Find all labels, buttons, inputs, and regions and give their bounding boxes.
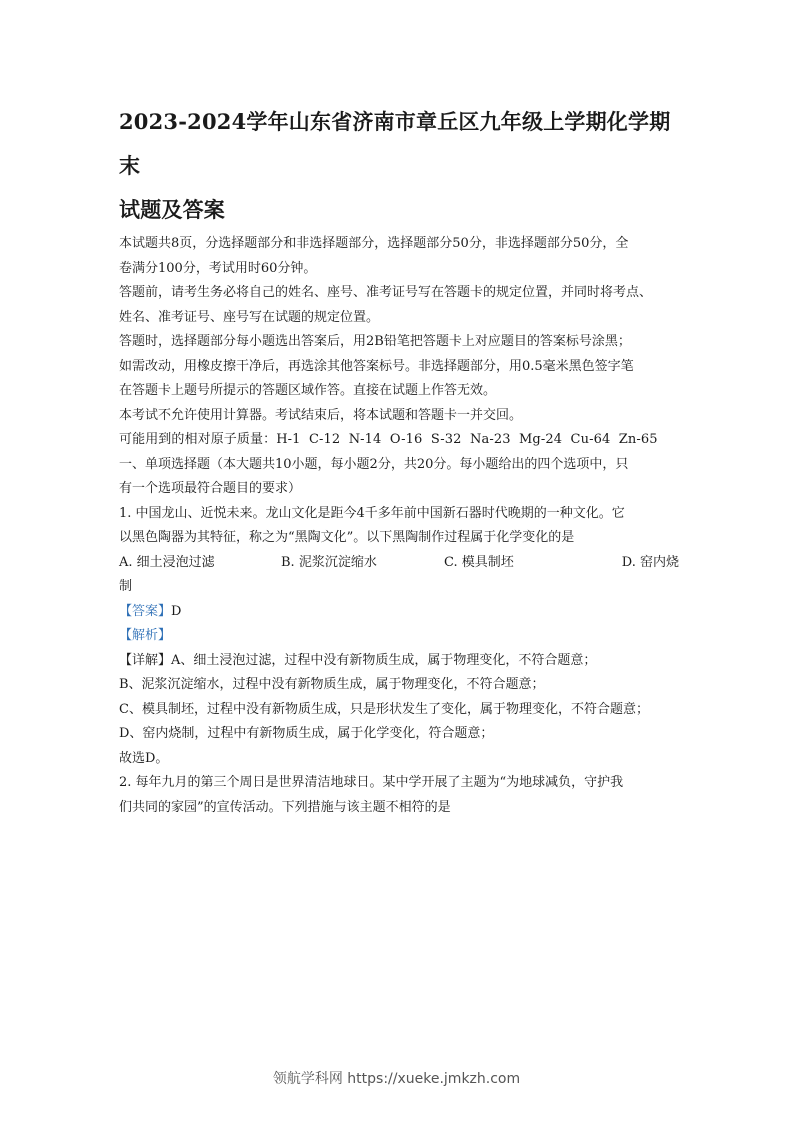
section-line: 一、单项选择题（本大题共10小题，每小题2分，共20分。每小题给出的四个选项中，只 <box>119 456 629 472</box>
answer-line <box>119 600 679 625</box>
exam-instructions <box>119 232 679 453</box>
question-options <box>119 551 679 576</box>
intro-line: 在答题卡上题号所提示的答题区域作答。直接在试题上作答无效。 <box>119 383 497 398</box>
answer-tag: 【答案】 <box>119 603 172 619</box>
detail-tag: 【详解】 <box>119 652 172 668</box>
section-heading <box>119 453 679 502</box>
intro-line: 答题前，请考生务必将自己的姓名、座号、准考证号写在答题卡的规定位置，并同时将考点、 <box>119 285 653 300</box>
intro-line: 如需改动，用橡皮擦干净后，再选涂其他答案标号。非选择题部分，用0.5毫米黑色签字笔 <box>119 358 634 374</box>
answer-value: D <box>171 603 182 619</box>
option-d: D. 窑内烧 <box>621 554 679 570</box>
detail-line: D、窑内烧制，过程中有新物质生成，属于化学变化，符合题意； <box>119 726 494 741</box>
document-content <box>119 100 679 820</box>
intro-line: 本试题共8页，分选择题部分和非选择题部分，选择题部分50分，非选择题部分50分，全 <box>119 236 629 251</box>
detail-line: 故选D。 <box>119 750 169 766</box>
detail-line <box>119 649 679 674</box>
intro-line: 答题时，选择题部分每小题选出答案后，用2B铅笔把答题卡上对应题目的答案标号涂黑； <box>119 334 631 349</box>
atomic-mass-line: 可能用到的相对原子质量：H-1 C-12 N-14 O-16 S-32 Na-23 Mg-24 Cu-64 Zn-65 <box>119 432 658 447</box>
option-b: B. 泥浆沉淀缩水 <box>281 554 377 570</box>
option-a: A. 细土浸泡过滤 <box>119 554 215 570</box>
detail-line: B、泥浆沉淀缩水，过程中没有新物质生成，属于物理变化，不符合题意； <box>119 677 545 692</box>
intro-line: 姓名、准考证号、座号写在试题的规定位置。 <box>119 309 380 325</box>
page-footer: 领航学科网 https://xueke.jmkzh.com <box>272 1071 521 1087</box>
title-line-2: 试题及答案 <box>119 197 225 222</box>
question-1 <box>119 502 679 772</box>
detail-text: A、细土浸泡过滤，过程中没有新物质生成，属于物理变化，不符合题意； <box>171 652 597 668</box>
analysis-line <box>119 624 679 649</box>
question-stem-line: 2. 每年九月的第三个周日是世界清洁地球日。某中学开展了主题为“为地球减负，守护我 <box>119 775 624 790</box>
question-stem-line: 们共同的家园”的宣传活动。下列措施与该主题不相符的是 <box>119 799 451 815</box>
title-line-1: 2023-2024学年山东省济南市章丘区九年级上学期化学期末 <box>119 109 671 178</box>
intro-line: 卷满分100分，考试用时60分钟。 <box>119 260 317 276</box>
option-wrap-line: 制 <box>119 579 133 594</box>
section-line: 有一个选项最符合题目的要求） <box>119 481 302 496</box>
question-stem-line: 1. 中国龙山、近悦未来。龙山文化是距今4千多年前中国新石器时代晚期的一种文化。它 <box>119 505 625 521</box>
document-title <box>119 100 679 232</box>
analysis-tag: 【解析】 <box>119 628 172 643</box>
question-2 <box>119 771 679 820</box>
option-c: C. 模具制坯 <box>444 554 514 570</box>
detail-line: C、模具制坯，过程中没有新物质生成，只是形状发生了变化，属于物理变化，不符合题意； <box>119 701 649 717</box>
intro-line: 本考试不允许使用计算器。考试结束后，将本试题和答题卡一并交回。 <box>119 407 523 423</box>
question-stem-line: 以黑色陶器为其特征，称之为“黑陶文化”。以下黑陶制作过程属于化学变化的是 <box>119 530 575 545</box>
